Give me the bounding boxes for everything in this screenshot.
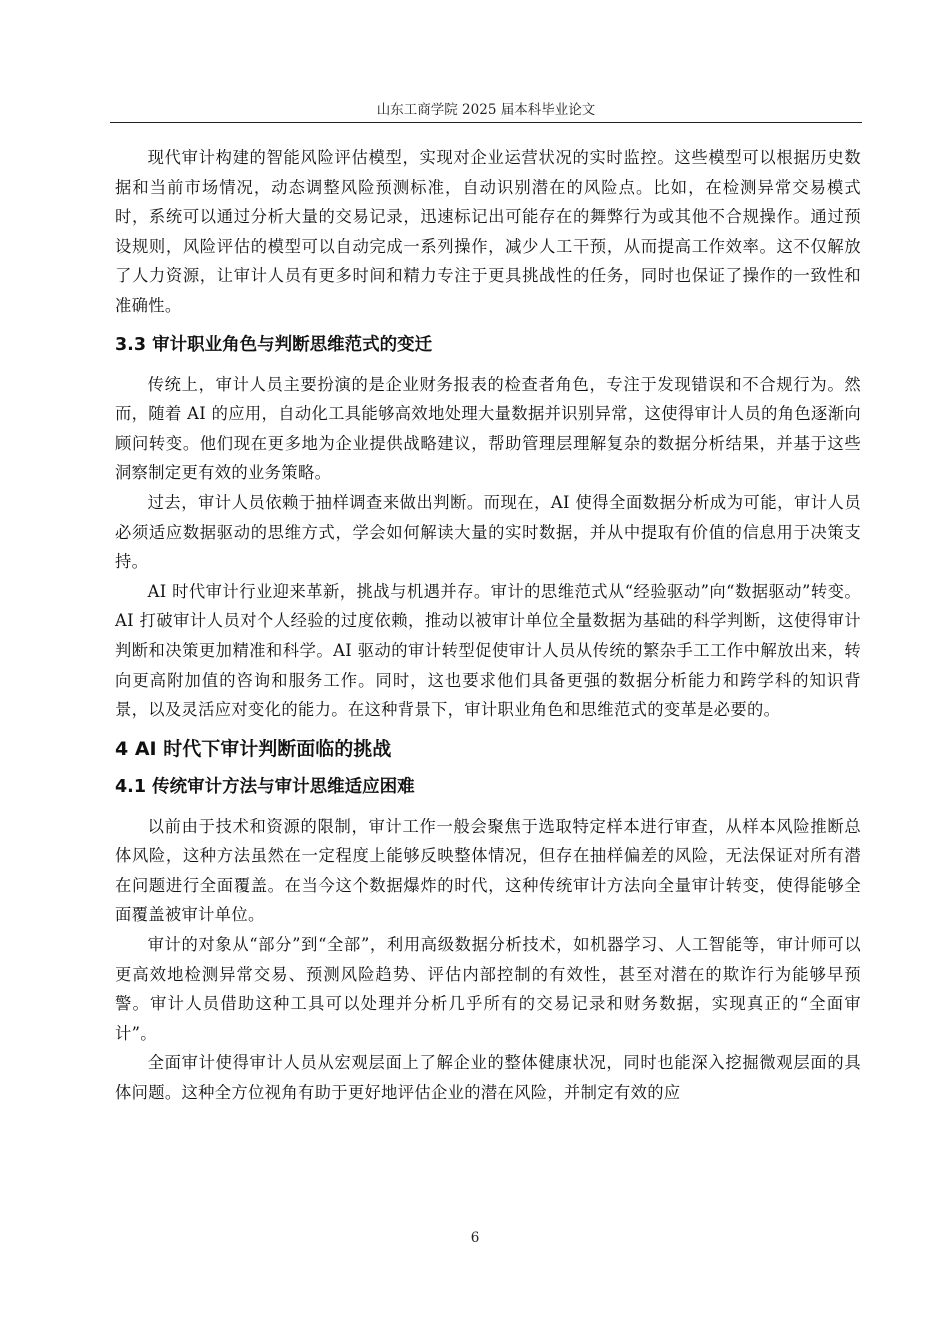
heading-section-3-3: 3.3 审计职业角色与判断思维范式的变迁 <box>115 334 433 355</box>
paragraph-sampling-past: 过去，审计人员依赖于抽样调查来做出判断。而现在，AI 使得全面数据分析成为可能，审计人员必须适应数据驱动的思维方式，学会如何解读大量的实时数据，并从中提取有价值的信息用于决策支持。 <box>115 492 861 572</box>
paragraph-role-shift: 传统上，审计人员主要扮演的是企业财务报表的检查者角色，专注于发现错误和不合规行为。然而，随着 AI 的应用，自动化工具能够高效地处理大量数据并识别异常，这使得审计人员的角色逐渐向顾问转变。他们现在更多地为企业提供战略建议，帮助管理层理解复杂的数据分析结果，并基于这些洞察制定更有效的业务策略。 <box>115 374 861 483</box>
paragraph-traditional-methods: 以前由于技术和资源的限制，审计工作一般会聚焦于选取特定样本进行审查，从样本风险推断总体风险，这种方法虽然在一定程度上能够反映整体情况，但存在抽样偏差的风险，无法保证对所有潜在问题进行全面覆盖。在当今这个数据爆炸的时代，这种传统审计方法向全量审计转变，使得能够全面覆盖被审计单位。 <box>115 816 861 925</box>
paragraph-macro-micro: 全面审计使得审计人员从宏观层面上了解企业的整体健康状况，同时也能深入挖掘微观层面的具体问题。这种全方位视角有助于更好地评估企业的潜在风险，并制定有效的应 <box>115 1053 861 1103</box>
running-header: 山东工商学院 2025 届本科毕业论文 <box>376 102 596 118</box>
header-rule <box>110 122 862 123</box>
document-body <box>115 143 861 1108</box>
paragraph-risk-model: 现代审计构建的智能风险评估模型，实现对企业运营状况的实时监控。这些模型可以根据历史数据和当前市场情况，动态调整风险预测标准，自动识别潜在的风险点。比如，在检测异常交易模式时，系统可以通过分析大量的交易记录，迅速标记出可能存在的舞弊行为或其他不合规操作。通过预设规则，风险评估的模型可以自动完成一系列操作，减少人工干预，从而提高工作效率。这不仅解放了人力资源，让审计人员有更多时间和精力专注于更具挑战性的任务，同时也保证了操作的一致性和准确性。 <box>115 148 861 315</box>
paragraph-paradigm-change: AI 时代审计行业迎来革新，挑战与机遇并存。审计的思维范式从“经验驱动”向“数据驱动”转变。AI 打破审计人员对个人经验的过度依赖，推动以被审计单位全量数据为基础的科学判断，这使得审计判断和决策更加精准和科学。AI 驱动的审计转型促使审计人员从传统的繁杂手工工作中解放出来，转向更高附加值的咨询和服务工作。同时，这也要求他们具备更强的数据分析能力和跨学科的知识背景，以及灵活应对变化的能力。在这种背景下，审计职业角色和思维范式的变革是必要的。 <box>115 581 861 720</box>
heading-section-4-1: 4.1 传统审计方法与审计思维适应困难 <box>115 776 415 797</box>
page-number: 6 <box>470 1230 480 1246</box>
paragraph-full-audit: 审计的对象从“部分”到“全部”，利用高级数据分析技术，如机器学习、人工智能等，审计师可以更高效地检测异常交易、预测风险趋势、评估内部控制的有效性，甚至对潜在的欺诈行为能够早预警。审计人员借助这种工具可以处理并分析几乎所有的交易记录和财务数据，实现真正的“全面审计”。 <box>115 935 861 1043</box>
heading-chapter-4: 4 AI 时代下审计判断面临的挑战 <box>115 737 392 760</box>
